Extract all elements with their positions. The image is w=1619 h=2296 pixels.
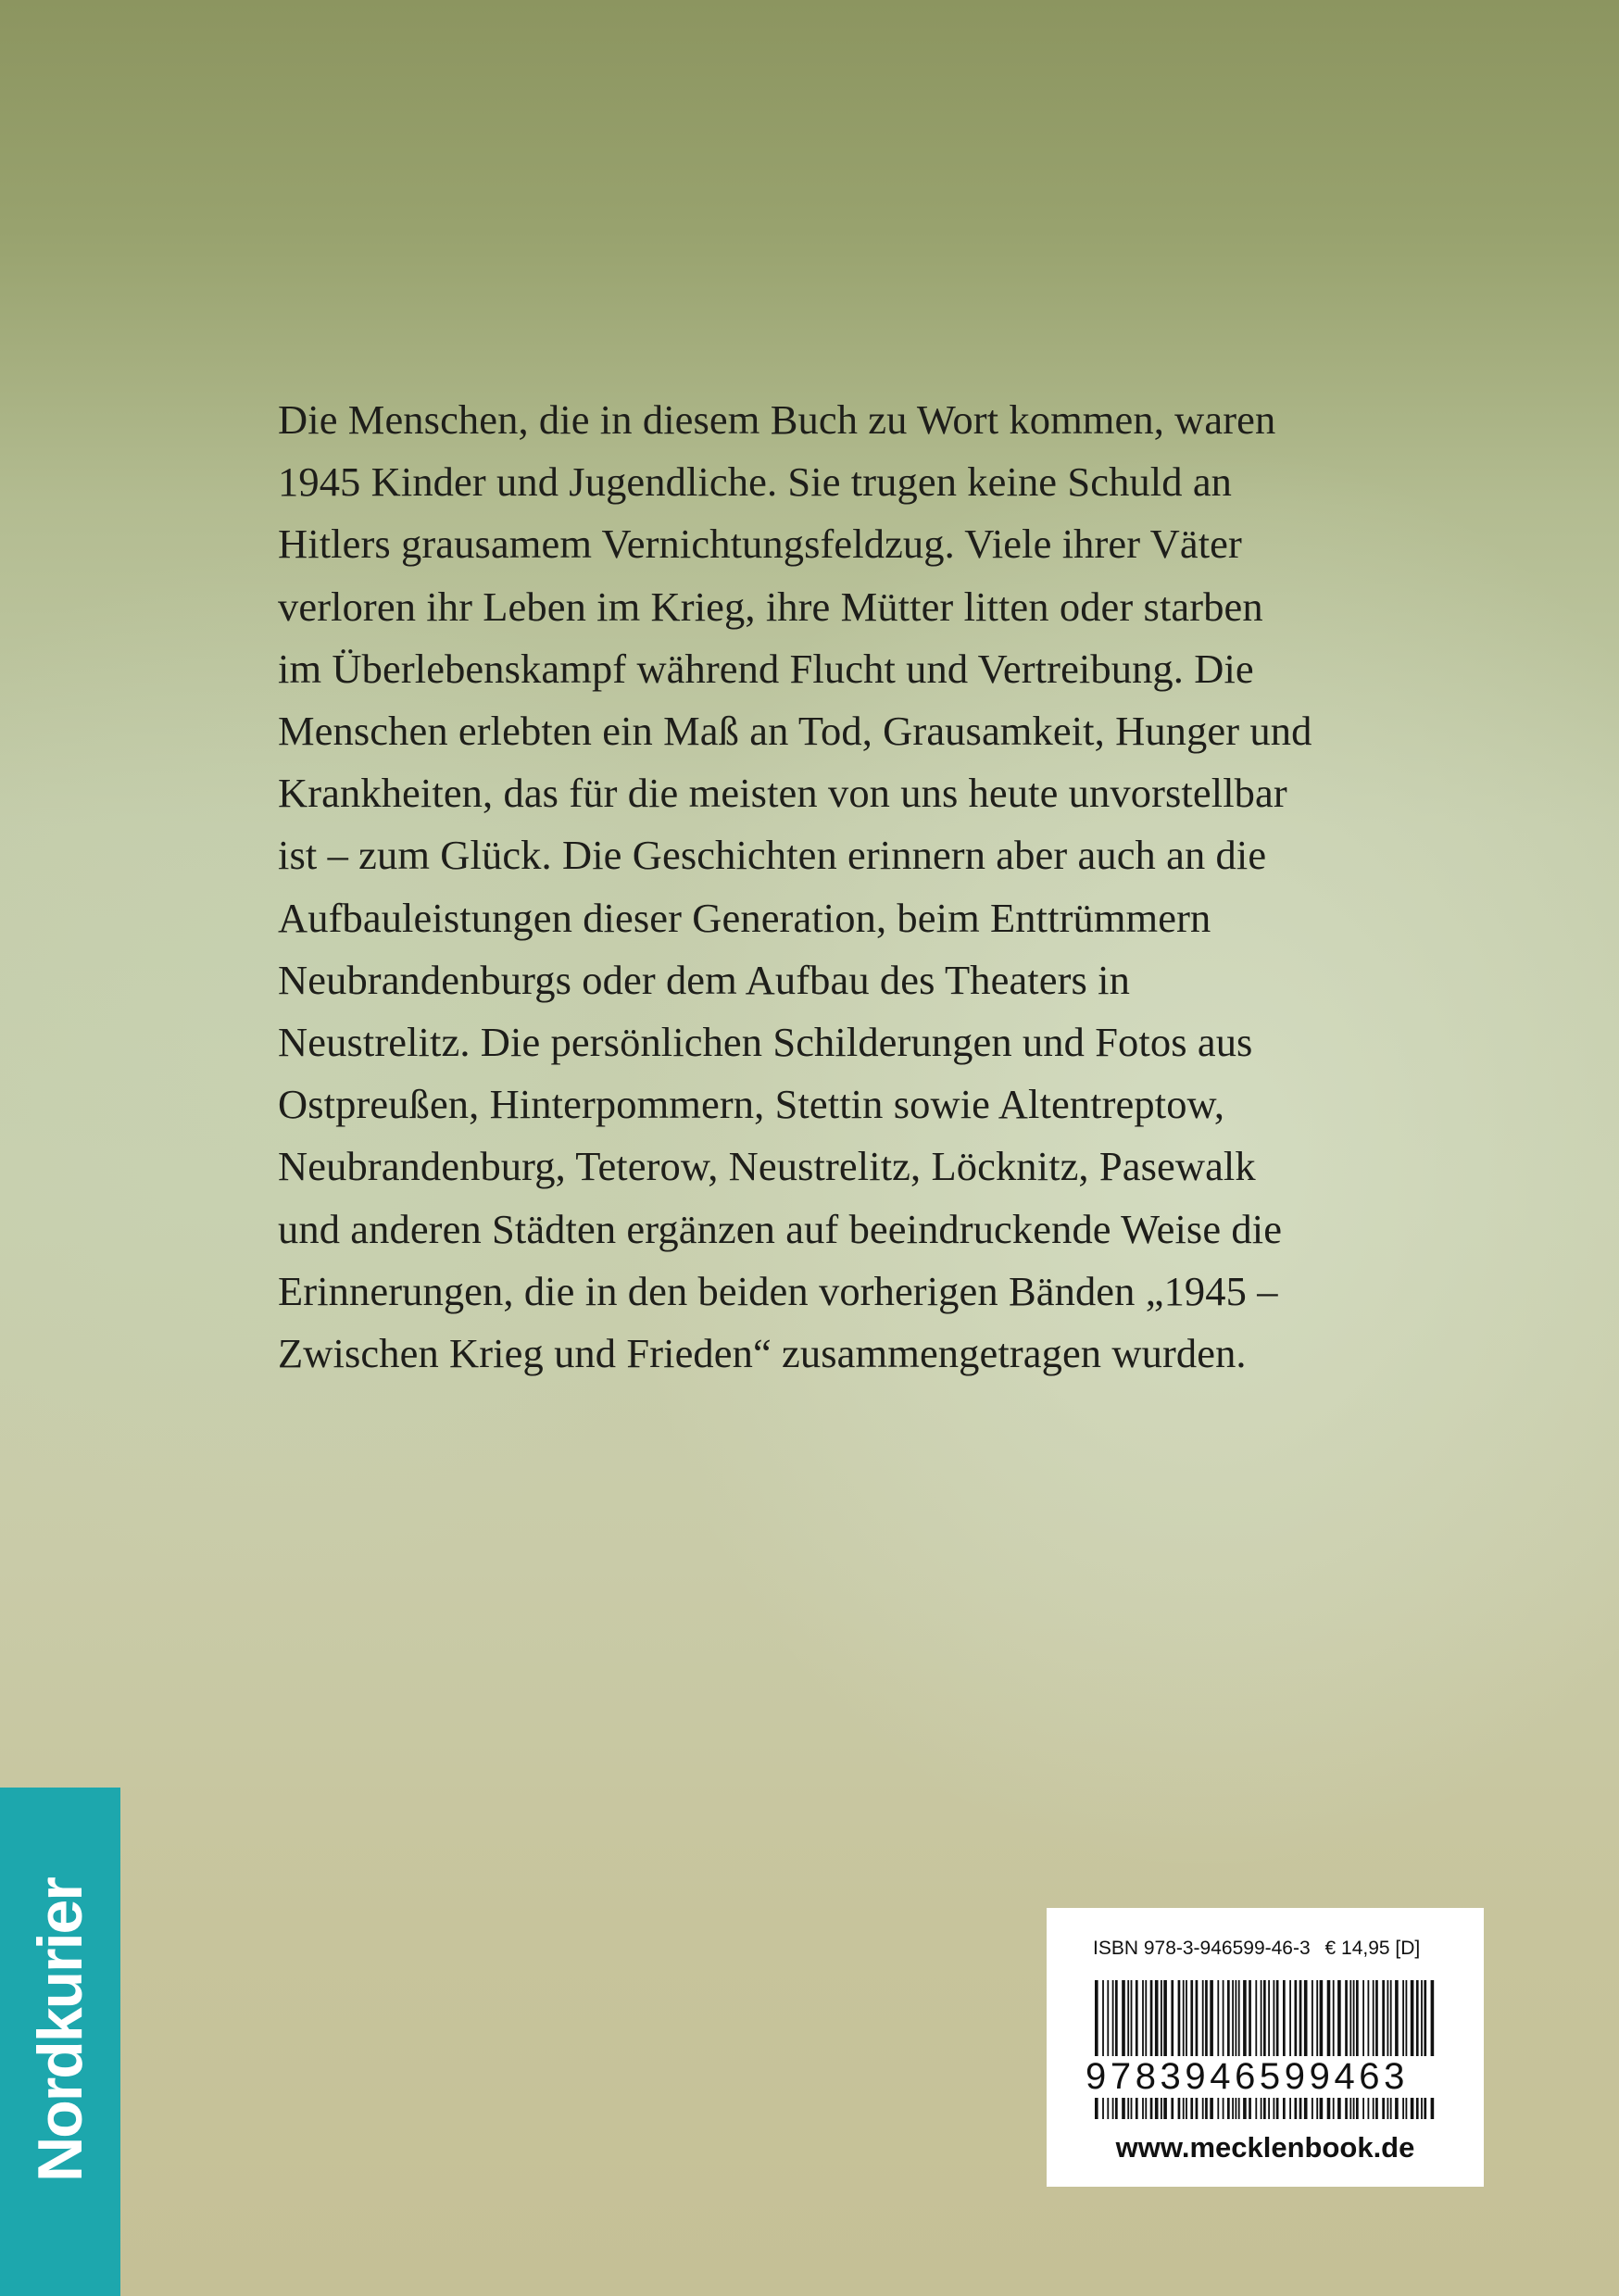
barcode-bar bbox=[1299, 1980, 1302, 2119]
blurb-line: Menschen erlebten ein Maß an Tod, Grausamkeit, Hunger und bbox=[278, 708, 1312, 755]
barcode-bar bbox=[1276, 1980, 1279, 2119]
barcode-bar bbox=[1227, 1980, 1230, 2119]
barcode-bar bbox=[1217, 1980, 1219, 2119]
barcode-bar bbox=[1249, 1980, 1251, 2119]
barcode-bar bbox=[1312, 1980, 1313, 2119]
barcode-bar bbox=[1337, 1980, 1341, 2119]
barcode-bar bbox=[1327, 1980, 1331, 2119]
barcode-bar bbox=[1362, 1980, 1364, 2119]
blurb-line: Hitlers grausamem Vernichtungsfeldzug. Viele ihrer Väter bbox=[278, 521, 1242, 568]
barcode-bar bbox=[1289, 1980, 1291, 2119]
barcode-bar bbox=[1127, 1980, 1129, 2119]
barcode-bar bbox=[1263, 1980, 1266, 2119]
barcode-bar bbox=[1368, 1980, 1370, 2119]
blurb-line: ist – zum Glück. Die Geschichten erinnern aber auch an die bbox=[278, 832, 1267, 879]
barcode-bar bbox=[1122, 1980, 1125, 2119]
isbn-label: ISBN 978-3-946599-46-3 bbox=[1093, 1938, 1311, 1959]
blurb-line: verloren ihr Leben im Krieg, ihre Mütter litten oder starben bbox=[278, 583, 1263, 630]
barcode-bar bbox=[1131, 1980, 1133, 2119]
blurb-line: Zwischen Krieg und Frieden“ zusammengetragen wurden. bbox=[278, 1330, 1247, 1377]
barcode-bar bbox=[1373, 1980, 1374, 2119]
barcode-bar bbox=[1161, 1980, 1162, 2119]
publisher-logo: Nordkurier bbox=[25, 1878, 95, 2182]
barcode-bar bbox=[1243, 1980, 1247, 2119]
blurb-line: im Überlebenskampf während Flucht und Vertreibung. Die bbox=[278, 645, 1254, 692]
barcode-digits: 9783946599463 bbox=[1084, 2056, 1458, 2098]
barcode-bar bbox=[1202, 1980, 1204, 2119]
blurb-line: Die Menschen, die in diesem Buch zu Wort kommen, waren bbox=[278, 396, 1276, 443]
barcode-bar bbox=[1150, 1980, 1153, 2119]
barcode-bar bbox=[1183, 1980, 1185, 2119]
barcode-bar bbox=[1421, 1980, 1423, 2119]
barcode-bar bbox=[1232, 1980, 1234, 2119]
barcode-bar bbox=[1205, 1980, 1208, 2119]
barcode-bar bbox=[1261, 1980, 1262, 2119]
barcode-bar bbox=[1411, 1980, 1414, 2119]
barcode-panel bbox=[1047, 1908, 1484, 2187]
barcode-bar bbox=[1268, 1980, 1270, 2119]
blurb-line: Krankheiten, das für die meisten von uns heute unvorstellbar bbox=[278, 770, 1287, 817]
barcode-bar bbox=[1431, 1980, 1435, 2119]
barcode-bar bbox=[1255, 1980, 1257, 2119]
barcode-bar bbox=[1333, 1980, 1335, 2119]
barcode-bar bbox=[1387, 1980, 1389, 2119]
barcode-bar bbox=[1402, 1980, 1404, 2119]
blurb-line: 1945 Kinder und Jugendliche. Sie trugen keine Schuld an bbox=[278, 458, 1233, 506]
barcode-bar bbox=[1304, 1980, 1308, 2119]
publisher-strip bbox=[0, 1788, 120, 2296]
blurb-line: Neubrandenburg, Teterow, Neustrelitz, Löcknitz, Pasewalk bbox=[278, 1143, 1256, 1190]
barcode-bar bbox=[1145, 1980, 1147, 2119]
barcode-bar bbox=[1238, 1980, 1240, 2119]
barcode-bar bbox=[1382, 1980, 1385, 2119]
blurb-line: und anderen Städten ergänzen auf beeindruckende Weise die bbox=[278, 1205, 1283, 1252]
barcode-bar bbox=[1274, 1980, 1275, 2119]
barcode-bar bbox=[1283, 1980, 1286, 2119]
blurb-line: Ostpreußen, Hinterpommern, Stettin sowie Altentreptow, bbox=[278, 1081, 1225, 1128]
barcode-bar bbox=[1395, 1980, 1399, 2119]
barcode-bar bbox=[1095, 1980, 1098, 2119]
barcode-bar bbox=[1223, 1980, 1224, 2119]
blurb-text bbox=[278, 389, 1352, 1385]
barcode-bar bbox=[1390, 1980, 1392, 2119]
barcode-bar bbox=[1349, 1980, 1351, 2119]
blurb-line: Neubrandenburgs oder dem Aufbau des Theaters in bbox=[278, 956, 1130, 1003]
barcode-bar bbox=[1345, 1980, 1348, 2119]
barcode-bar bbox=[1375, 1980, 1378, 2119]
barcode-bar bbox=[1356, 1980, 1359, 2119]
isbn-price-line bbox=[1093, 1938, 1429, 1960]
barcode-bar bbox=[1416, 1980, 1419, 2119]
barcode-bar bbox=[1353, 1980, 1355, 2119]
barcode-graphic bbox=[1093, 1980, 1436, 2119]
blurb-line: Neustrelitz. Die persönlichen Schilderungen und Fotos aus bbox=[278, 1019, 1253, 1066]
website-url: www.mecklenbook.de bbox=[1115, 2131, 1415, 2164]
barcode-bar bbox=[1107, 1980, 1109, 2119]
barcode-bar bbox=[1136, 1980, 1138, 2119]
barcode-bar bbox=[1178, 1980, 1181, 2119]
barcode-bar bbox=[1102, 1980, 1104, 2119]
barcode-bar bbox=[1236, 1980, 1237, 2119]
barcode-bar bbox=[1163, 1980, 1167, 2119]
blurb-line: Aufbauleistungen dieser Generation, beim Enttrümmern bbox=[278, 894, 1211, 941]
barcode-bar bbox=[1424, 1980, 1426, 2119]
barcode-bar bbox=[1295, 1980, 1298, 2119]
barcode-bar bbox=[1171, 1980, 1173, 2119]
barcode-bar bbox=[1196, 1980, 1199, 2119]
barcode-bar bbox=[1190, 1980, 1193, 2119]
barcode-bar bbox=[1142, 1980, 1144, 2119]
barcode-bar bbox=[1112, 1980, 1114, 2119]
barcode-bar bbox=[1406, 1980, 1408, 2119]
barcode-bar bbox=[1115, 1980, 1118, 2119]
blurb-line: Erinnerungen, die in den beiden vorherigen Bänden „1945 – bbox=[278, 1267, 1278, 1314]
barcode-bar bbox=[1320, 1980, 1324, 2119]
barcode-bar bbox=[1210, 1980, 1213, 2119]
barcode-bar bbox=[1316, 1980, 1318, 2119]
barcode-bar bbox=[1155, 1980, 1159, 2119]
price-label: € 14,95 [D] bbox=[1324, 1938, 1421, 1959]
barcode-bar bbox=[1186, 1980, 1187, 2119]
